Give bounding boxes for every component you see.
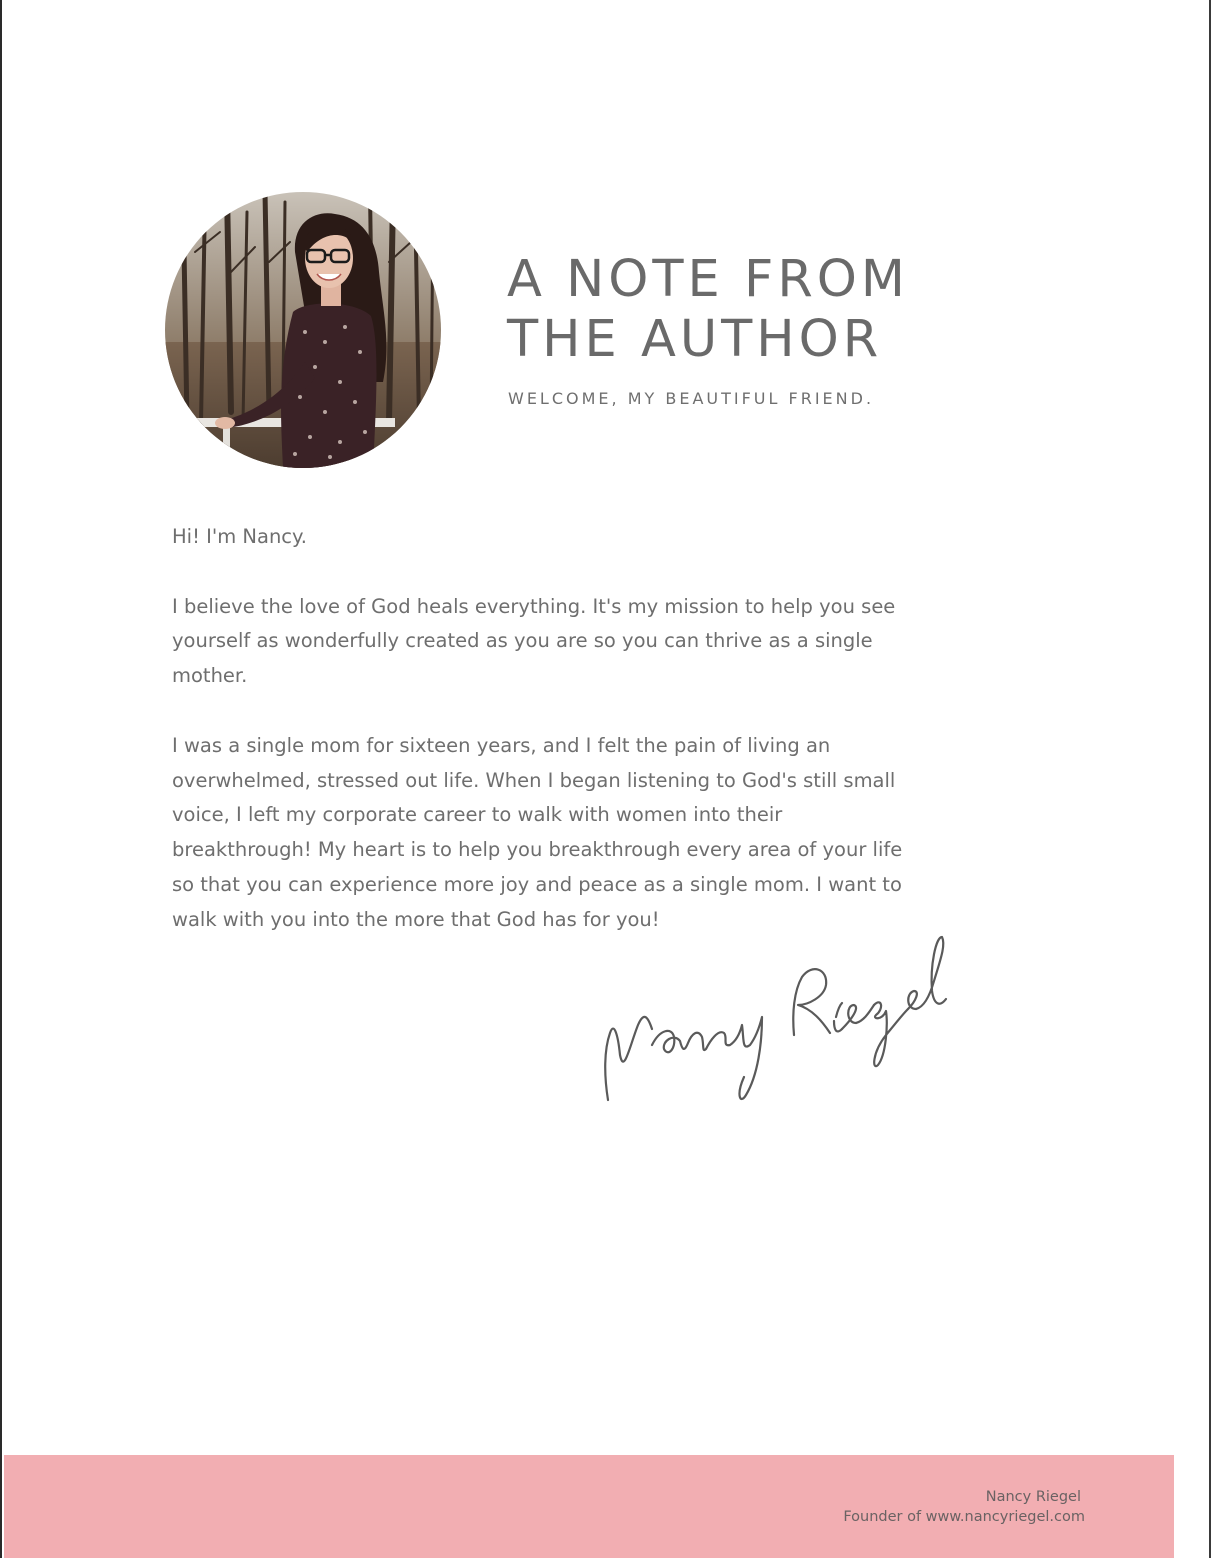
signature-icon <box>590 925 970 1115</box>
letter-paragraph-1 <box>172 590 1032 694</box>
handwritten-signature <box>590 925 970 1115</box>
page-subtitle: WELCOME, MY BEAUTIFUL FRIEND. <box>508 389 875 408</box>
paragraph-2-line: overwhelmed, stressed out life. When I began listening to God's still small <box>172 768 896 792</box>
paragraph-2-line: so that you can experience more joy and peace as a single mom. I want to <box>172 872 902 896</box>
paragraph-1-line: yourself as wonderfully created as you are so you can thrive as a single <box>172 629 873 653</box>
page-title-line-1: A NOTE FROM <box>507 250 909 309</box>
footer-bar <box>4 1455 1174 1558</box>
letter-greeting <box>172 520 1032 555</box>
page-border-right <box>1209 0 1211 1558</box>
page-title-line-2: THE AUTHOR <box>507 310 883 369</box>
paragraph-1-line: mother. <box>172 664 248 688</box>
letter-paragraph-2 <box>172 729 1032 938</box>
paragraph-2-line: voice, I left my corporate career to walk with women into their <box>172 803 783 827</box>
greeting-line: Hi! I'm Nancy. <box>172 525 307 548</box>
author-portrait-icon <box>165 192 441 468</box>
page-title <box>507 250 1067 370</box>
footer-author-name: Nancy Riegel <box>985 1489 1081 1505</box>
paragraph-2-line: I was a single mom for sixteen years, and I felt the pain of living an <box>172 733 831 757</box>
paragraph-2-line: walk with you into the more that God has for you! <box>172 907 660 931</box>
letter-body <box>172 520 1032 972</box>
paragraph-2-line: breakthrough! My heart is to help you breakthrough every area of your life <box>172 838 903 862</box>
paragraph-1-line: I believe the love of God heals everything. It's my mission to help you see <box>172 594 896 618</box>
footer-author-role: Founder of www.nancyriegel.com <box>843 1509 1085 1525</box>
page-border-left <box>0 0 2 1558</box>
author-photo <box>165 192 441 468</box>
